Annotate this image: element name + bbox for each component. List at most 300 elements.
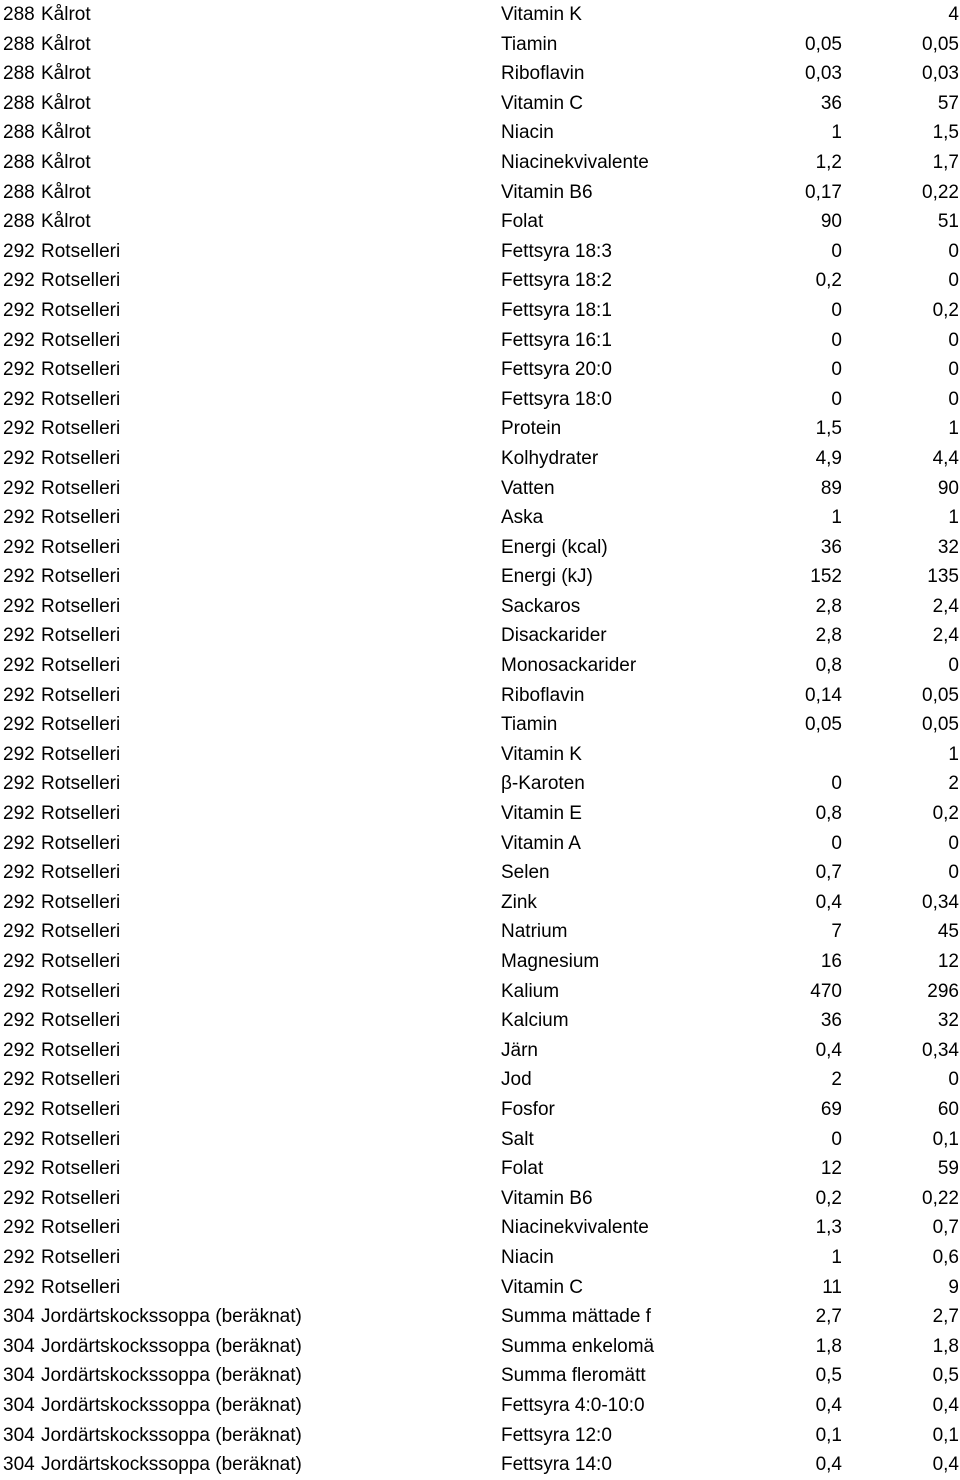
value-1-cell: 0,2 [815,270,842,292]
table-row [0,562,960,592]
value-1-cell: 0 [831,1128,842,1150]
food-name-cell: Rotselleri [41,299,121,321]
component-cell: Kolhydrater [501,447,599,469]
table-row [0,148,960,178]
food-name-cell: Rotselleri [41,1276,121,1298]
food-id-cell: 292 [3,299,35,321]
food-name-cell: Kålrot [41,92,91,114]
component-cell: Fosfor [501,1098,555,1120]
component-cell: Niacinekvivalente [501,1217,649,1239]
table-row [0,651,960,681]
value-1-cell: 1 [831,122,842,144]
food-name-cell: Jordärtskockssoppa (beräknat) [41,1306,302,1328]
food-name-cell: Rotselleri [41,1217,121,1239]
table-row [0,474,960,504]
value-1-cell: 1,2 [815,151,842,173]
component-cell: Niacinekvivalente [501,151,649,173]
food-name-cell: Kålrot [41,122,91,144]
component-cell: Vitamin K [501,743,582,765]
value-2-cell: 57 [937,92,959,114]
table-row [0,178,960,208]
table-row [0,444,960,474]
component-cell: Fettsyra 16:1 [501,329,612,351]
food-id-cell: 288 [3,33,35,55]
table-row [0,1421,960,1451]
value-1-cell: 90 [820,211,842,233]
component-cell: Vitamin C [501,1276,584,1298]
component-cell: Fettsyra 18:1 [501,299,612,321]
value-1-cell: 89 [820,477,842,499]
component-cell: Protein [501,418,562,440]
food-name-cell: Rotselleri [41,951,121,972]
value-2-cell: 0,22 [922,1187,959,1209]
component-cell: Kalcium [501,1010,569,1032]
component-cell: Fettsyra 18:3 [501,240,612,262]
component-cell: Vitamin A [501,832,581,854]
food-name-cell: Jordärtskockssoppa (beräknat) [41,1335,302,1357]
food-id-cell: 292 [3,862,35,884]
table-row [0,237,960,267]
food-name-cell: Kålrot [41,151,91,173]
component-cell: Selen [501,862,550,884]
table-row [0,917,960,947]
value-2-cell: 45 [937,921,959,943]
table-row [0,592,960,622]
value-1-cell: 69 [820,1098,842,1120]
component-cell: Natrium [501,921,568,943]
value-1-cell: 4,9 [815,447,842,469]
value-2-cell: 0,1 [932,1128,959,1150]
value-2-cell: 60 [937,1098,959,1120]
food-name-cell: Rotselleri [41,240,121,262]
component-cell: Jod [501,1069,532,1091]
value-1-cell: 0,5 [815,1365,842,1387]
food-name-cell: Rotselleri [41,980,121,1002]
food-id-cell: 288 [3,122,35,144]
food-name-cell: Rotselleri [41,684,121,706]
value-1-cell: 0,8 [815,803,842,825]
value-2-cell: 0 [948,270,959,292]
value-2-cell: 0 [948,832,959,854]
food-id-cell: 292 [3,477,35,499]
value-2-cell: 32 [937,536,959,558]
food-name-cell: Rotselleri [41,1246,121,1268]
table-row [0,355,960,385]
table-row [0,1065,960,1095]
value-2-cell: 12 [937,951,959,972]
value-1-cell: 1,3 [815,1217,842,1239]
food-name-cell: Rotselleri [41,418,121,440]
table-row [0,118,960,148]
food-name-cell: Rotselleri [41,891,121,913]
table-row [0,621,960,651]
component-cell: Summa enkelomä [501,1335,655,1357]
value-2-cell: 135 [927,566,959,588]
food-name-cell: Kålrot [41,4,91,25]
component-cell: Fettsyra 14:0 [501,1454,612,1476]
value-2-cell: 0 [948,329,959,351]
food-name-cell: Rotselleri [41,655,121,677]
component-cell: Monosackarider [501,655,637,677]
food-name-cell: Rotselleri [41,625,121,647]
value-1-cell: 0 [831,773,842,795]
value-2-cell: 1 [948,743,959,765]
table-row [0,1006,960,1036]
table-row [0,414,960,444]
table-row [0,533,960,563]
component-cell: Vitamin C [501,92,584,114]
food-name-cell: Rotselleri [41,507,121,529]
component-cell: Vitamin K [501,4,582,25]
value-1-cell: 0,8 [815,655,842,677]
food-id-cell: 292 [3,684,35,706]
food-id-cell: 292 [3,418,35,440]
component-cell: Tiamin [501,33,558,55]
food-name-cell: Rotselleri [41,477,121,499]
value-2-cell: 1 [948,418,959,440]
component-cell: Folat [501,1158,544,1180]
value-1-cell: 0,7 [815,862,842,884]
table-row [0,1450,960,1480]
table-row [0,89,960,119]
table-row [0,207,960,237]
table-row [0,1332,960,1362]
component-cell: Fettsyra 4:0-10:0 [501,1394,645,1416]
value-2-cell: 1,8 [932,1335,959,1357]
component-cell: Fettsyra 12:0 [501,1424,612,1446]
food-name-cell: Jordärtskockssoppa (beräknat) [41,1424,302,1446]
value-2-cell: 0,2 [932,803,959,825]
food-name-cell: Rotselleri [41,1187,121,1209]
value-2-cell: 1 [948,507,959,529]
food-id-cell: 292 [3,714,35,736]
food-name-cell: Kålrot [41,181,91,203]
food-name-cell: Rotselleri [41,1069,121,1091]
food-id-cell: 304 [3,1424,35,1446]
table-row [0,829,960,859]
component-cell: Riboflavin [501,63,585,85]
value-2-cell: 0,34 [922,1039,959,1061]
table-row [0,977,960,1007]
value-2-cell: 90 [937,477,959,499]
value-2-cell: 0,4 [932,1454,959,1476]
component-cell: Summa fleromätt [501,1365,646,1387]
table-row [0,1154,960,1184]
value-1-cell: 0,05 [805,714,842,736]
value-1-cell: 1,8 [815,1335,842,1357]
food-name-cell: Rotselleri [41,773,121,795]
value-1-cell: 0 [831,388,842,410]
value-2-cell: 51 [937,211,959,233]
table-row [0,1391,960,1421]
component-cell: Vitamin B6 [501,1187,593,1209]
value-2-cell: 0,05 [922,684,959,706]
food-id-cell: 292 [3,832,35,854]
value-1-cell: 0,2 [815,1187,842,1209]
food-id-cell: 304 [3,1335,35,1357]
table-row [0,1243,960,1273]
value-2-cell: 1,7 [932,151,959,173]
food-name-cell: Rotselleri [41,803,121,825]
food-name-cell: Rotselleri [41,1039,121,1061]
component-cell: Fettsyra 18:0 [501,388,612,410]
value-1-cell: 1 [831,507,842,529]
value-2-cell: 1,5 [932,122,959,144]
value-2-cell: 0,5 [932,1365,959,1387]
component-cell: β-Karoten [501,773,585,795]
value-2-cell: 0,05 [922,33,959,55]
value-2-cell: 0 [948,655,959,677]
component-cell: Zink [501,891,537,913]
component-cell: Disackarider [501,625,607,647]
component-cell: Järn [501,1039,538,1061]
food-id-cell: 304 [3,1365,35,1387]
table-row [0,740,960,770]
component-cell: Folat [501,211,544,233]
food-id-cell: 292 [3,1039,35,1061]
table-row [0,385,960,415]
table-row [0,681,960,711]
value-2-cell: 0,05 [922,714,959,736]
value-1-cell: 12 [820,1158,842,1180]
value-2-cell: 0 [948,388,959,410]
table-row [0,1095,960,1125]
component-cell: Magnesium [501,951,600,972]
food-id-cell: 304 [3,1306,35,1328]
value-1-cell: 2,8 [815,595,842,617]
food-id-cell: 292 [3,388,35,410]
food-name-cell: Jordärtskockssoppa (beräknat) [41,1394,302,1416]
value-2-cell: 296 [927,980,959,1002]
food-name-cell: Rotselleri [41,832,121,854]
food-id-cell: 292 [3,1276,35,1298]
value-1-cell: 0,4 [815,891,842,913]
value-1-cell: 16 [820,951,842,972]
food-id-cell: 288 [3,181,35,203]
food-id-cell: 288 [3,63,35,85]
value-1-cell: 0,17 [805,181,842,203]
table-row [0,266,960,296]
value-2-cell: 0,03 [922,63,959,85]
food-name-cell: Rotselleri [41,1098,121,1120]
food-name-cell: Rotselleri [41,1128,121,1150]
component-cell: Energi (kJ) [501,566,593,588]
value-1-cell [662,0,842,30]
value-2-cell: 4,4 [932,447,959,469]
food-id-cell: 292 [3,980,35,1002]
value-1-cell: 0,14 [805,684,842,706]
value-1-cell: 0,4 [815,1039,842,1061]
table-row [0,1273,960,1303]
food-name-cell: Rotselleri [41,359,121,381]
value-1-cell: 36 [820,1010,842,1032]
value-2-cell: 2 [948,773,959,795]
component-cell: Kalium [501,980,560,1002]
food-name-cell: Rotselleri [41,862,121,884]
food-id-cell: 292 [3,536,35,558]
table-row [0,503,960,533]
food-id-cell: 304 [3,1454,35,1476]
food-name-cell: Rotselleri [41,388,121,410]
food-name-cell: Rotselleri [41,270,121,292]
value-1-cell: 0 [831,359,842,381]
component-cell: Niacin [501,1246,554,1268]
table-row [0,1361,960,1391]
table-row [0,1184,960,1214]
food-id-cell: 288 [3,92,35,114]
food-id-cell: 292 [3,773,35,795]
value-1-cell: 0 [831,329,842,351]
value-1-cell [662,740,842,770]
value-1-cell: 36 [820,536,842,558]
value-1-cell: 0 [831,299,842,321]
value-2-cell: 9 [948,1276,959,1298]
table-row [0,59,960,89]
value-1-cell: 152 [810,566,842,588]
food-id-cell: 292 [3,270,35,292]
food-id-cell: 292 [3,1158,35,1180]
value-2-cell: 0 [948,1069,959,1091]
food-name-cell: Rotselleri [41,447,121,469]
table-row [0,1036,960,1066]
food-name-cell: Rotselleri [41,743,121,765]
value-2-cell: 2,4 [932,595,959,617]
food-id-cell: 292 [3,1187,35,1209]
food-id-cell: 292 [3,1069,35,1091]
food-name-cell: Rotselleri [41,595,121,617]
food-name-cell: Rotselleri [41,714,121,736]
value-2-cell: 2,7 [932,1306,959,1328]
value-1-cell: 0 [831,832,842,854]
value-2-cell: 0,4 [932,1394,959,1416]
food-id-cell: 292 [3,1128,35,1150]
food-id-cell: 292 [3,1010,35,1032]
value-1-cell: 1,5 [815,418,842,440]
food-id-cell: 292 [3,625,35,647]
table-row [0,769,960,799]
value-1-cell: 7 [831,921,842,943]
value-1-cell: 0,4 [815,1394,842,1416]
food-name-cell: Rotselleri [41,921,121,943]
value-2-cell: 0,2 [932,299,959,321]
food-id-cell: 292 [3,921,35,943]
food-name-cell: Rotselleri [41,1158,121,1180]
food-name-cell: Kålrot [41,33,91,55]
component-cell: Vitamin E [501,803,582,825]
food-id-cell: 292 [3,655,35,677]
value-2-cell: 32 [937,1010,959,1032]
value-2-cell: 0,7 [932,1217,959,1239]
component-cell: Vatten [501,477,555,499]
component-cell: Sackaros [501,595,581,617]
value-1-cell: 470 [810,980,842,1002]
component-cell: Riboflavin [501,684,585,706]
table-row [0,1302,960,1332]
component-cell: Salt [501,1128,534,1150]
food-id-cell: 292 [3,1217,35,1239]
value-1-cell: 36 [820,92,842,114]
value-2-cell: 4 [948,4,959,25]
value-2-cell: 0,6 [932,1246,959,1268]
food-name-cell: Kålrot [41,63,91,85]
food-name-cell: Jordärtskockssoppa (beräknat) [41,1454,302,1476]
food-id-cell: 292 [3,891,35,913]
food-id-cell: 292 [3,329,35,351]
component-cell: Summa mättade f [501,1306,651,1328]
food-id-cell: 288 [3,151,35,173]
value-2-cell: 59 [937,1158,959,1180]
food-id-cell: 292 [3,447,35,469]
value-2-cell: 0,34 [922,891,959,913]
value-1-cell: 0 [831,240,842,262]
value-1-cell: 1 [831,1246,842,1268]
food-name-cell: Rotselleri [41,329,121,351]
table-row [0,799,960,829]
food-id-cell: 292 [3,595,35,617]
food-id-cell: 292 [3,507,35,529]
table-row [0,30,960,60]
table-row [0,710,960,740]
component-cell: Tiamin [501,714,558,736]
value-2-cell: 0 [948,240,959,262]
component-cell: Aska [501,507,544,529]
value-1-cell: 0,1 [815,1424,842,1446]
value-2-cell: 0,22 [922,181,959,203]
value-1-cell: 2 [831,1069,842,1091]
value-1-cell: 11 [822,1276,842,1298]
value-2-cell: 0 [948,359,959,381]
table-row [0,0,960,30]
table-row [0,326,960,356]
value-1-cell: 0,4 [815,1454,842,1476]
food-id-cell: 288 [3,211,35,233]
table-row [0,888,960,918]
food-id-cell: 292 [3,359,35,381]
value-2-cell: 2,4 [932,625,959,647]
table-row [0,296,960,326]
food-name-cell: Jordärtskockssoppa (beräknat) [41,1365,302,1387]
component-cell: Vitamin B6 [501,181,593,203]
food-id-cell: 292 [3,566,35,588]
table-row [0,1125,960,1155]
food-name-cell: Kålrot [41,211,91,233]
food-id-cell: 292 [3,951,35,972]
food-id-cell: 292 [3,743,35,765]
table-row [0,858,960,888]
food-name-cell: Rotselleri [41,566,121,588]
food-name-cell: Rotselleri [41,1010,121,1032]
value-1-cell: 2,7 [815,1306,842,1328]
food-id-cell: 288 [3,4,35,25]
value-1-cell: 2,8 [815,625,842,647]
table-row [0,947,960,977]
food-id-cell: 292 [3,240,35,262]
component-cell: Fettsyra 18:2 [501,270,612,292]
value-1-cell: 0,05 [805,33,842,55]
value-2-cell: 0,1 [932,1424,959,1446]
value-1-cell: 0,03 [805,63,842,85]
food-id-cell: 304 [3,1394,35,1416]
component-cell: Energi (kcal) [501,536,608,558]
food-name-cell: Rotselleri [41,536,121,558]
component-cell: Fettsyra 20:0 [501,359,612,381]
food-id-cell: 292 [3,1246,35,1268]
table-row [0,1213,960,1243]
food-id-cell: 292 [3,1098,35,1120]
food-id-cell: 292 [3,803,35,825]
component-cell: Niacin [501,122,554,144]
value-2-cell: 0 [948,862,959,884]
